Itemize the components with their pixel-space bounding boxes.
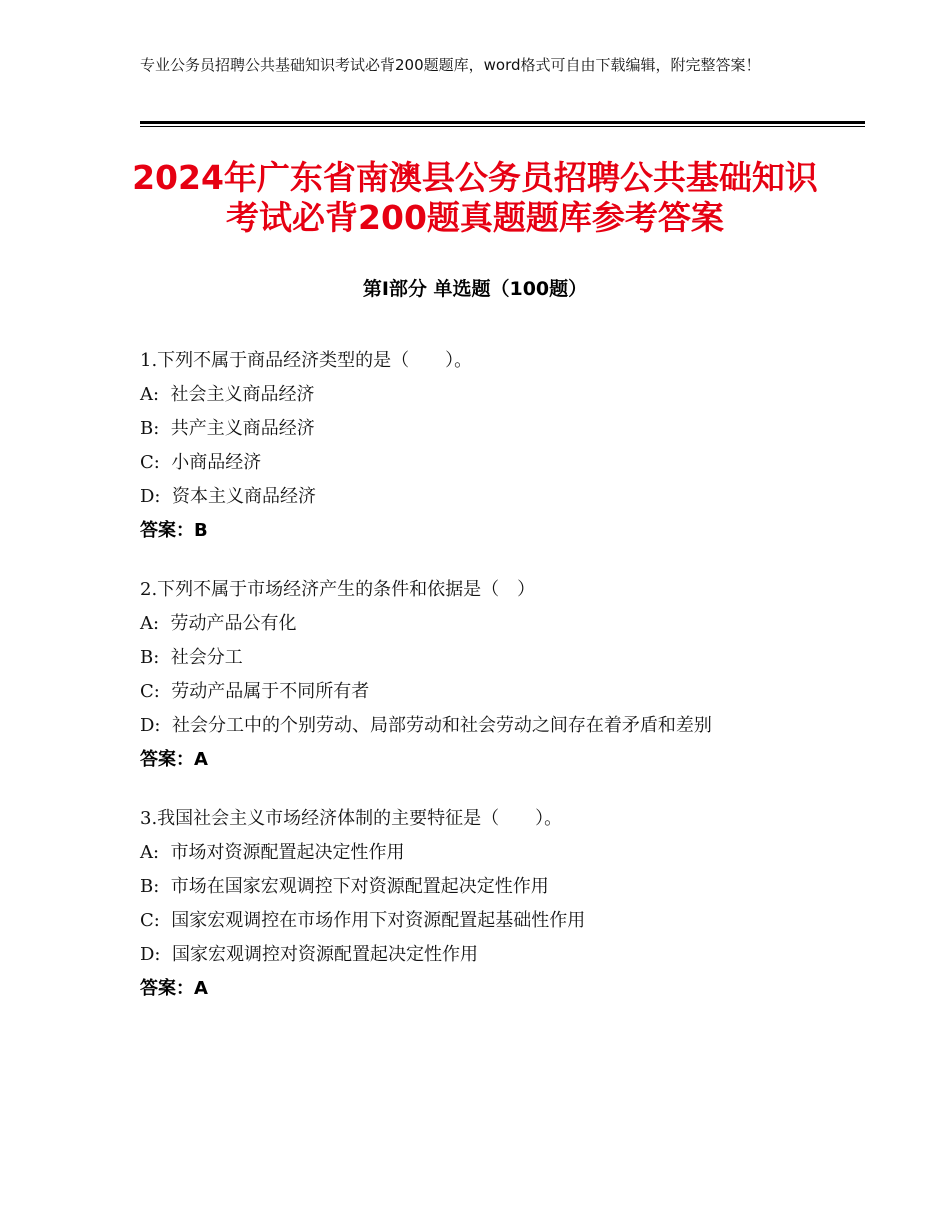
question-list (140, 344, 810, 1031)
section-title: 第Ⅰ部分 单选题（100题） (362, 278, 588, 300)
header-rule-thin (140, 126, 865, 127)
option-c: C: 劳动产品属于不同所有者 (140, 681, 370, 702)
question-stem: 1.下列不属于商品经济类型的是（ ）。 (140, 350, 473, 371)
question-stem: 3.我国社会主义市场经济体制的主要特征是（ ）。 (140, 808, 563, 829)
answer: 答案：A (140, 749, 208, 770)
option-b: B: 市场在国家宏观调控下对资源配置起决定性作用 (140, 876, 549, 897)
option-c: C: 小商品经济 (140, 452, 262, 473)
option-a: A: 劳动产品公有化 (140, 613, 297, 634)
option-b: B: 共产主义商品经济 (140, 418, 315, 439)
question-stem: 2.下列不属于市场经济产生的条件和依据是（ ） (140, 579, 536, 600)
option-a: A: 社会主义商品经济 (140, 384, 315, 405)
option-d: D: 资本主义商品经济 (140, 486, 316, 507)
header-rule-thick (140, 121, 865, 124)
document-title: 2024年广东省南澳县公务员招聘公共基础知识考试必背200题真题题库参考答案 (132, 158, 818, 237)
option-c: C: 国家宏观调控在市场作用下对资源配置起基础性作用 (140, 910, 586, 931)
option-d: D: 国家宏观调控对资源配置起决定性作用 (140, 944, 478, 965)
option-a: A: 市场对资源配置起决定性作用 (140, 842, 405, 863)
question-1 (140, 344, 810, 548)
answer: 答案：B (140, 520, 208, 541)
header-note: 专业公务员招聘公共基础知识考试必背200题题库，word格式可自由下载编辑，附完整答案！ (140, 56, 761, 74)
question-2 (140, 573, 810, 777)
option-d: D: 社会分工中的个别劳动、局部劳动和社会劳动之间存在着矛盾和差别 (140, 715, 712, 736)
question-3 (140, 802, 810, 1006)
option-b: B: 社会分工 (140, 647, 243, 668)
answer: 答案：A (140, 978, 208, 999)
